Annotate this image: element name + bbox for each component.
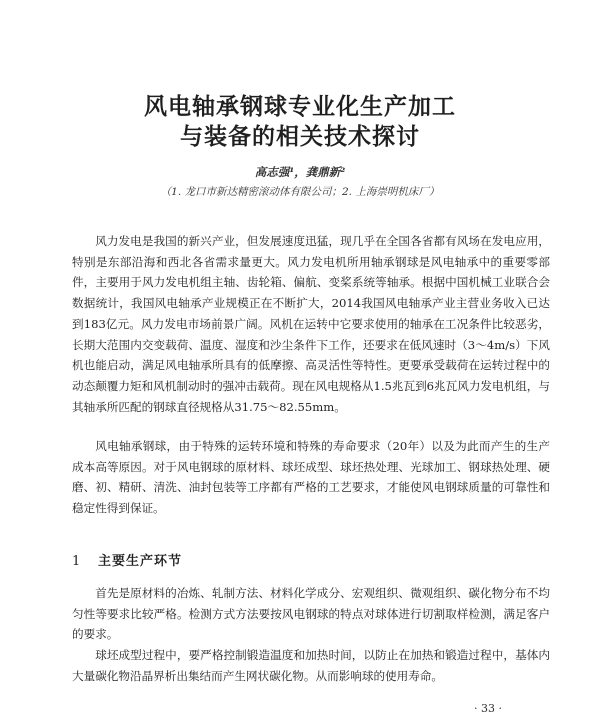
title-line-2: 与装备的相关技术探讨 — [180, 124, 420, 150]
paragraph-4: 球坯成型过程中，要严格控制锻造温度和加热时间，以防止在加热和锻造过程中，基体内大量碳化物沿晶界析出集结而产生网状碳化物。从而影响球的使用寿命。 — [72, 648, 550, 683]
section-body — [72, 583, 550, 687]
paragraph-2: 风电轴承钢球，由于特殊的运转环境和特殊的寿命要求（20年）以及为此而产生的生产成本高等原因。对于风电钢球的原材料、球坯成型、球坯热处理、光球加工、钢球热处理、硬磨、初、精研、清洗、油封包装等工序都有严格的工艺要求，才能使风电钢球质量的可靠性和稳定性得到保证。 — [72, 439, 550, 516]
page-number: · 33 · — [474, 702, 502, 715]
paragraph-3: 首先是原材料的冶炼、轧制方法、材料化学成分、宏观组织、微观组织、碳化物分布不均匀性等要求比较严格。检测方式方法要按风电钢球的特点对球体进行切割取样检测，满足客户的要求。 — [72, 586, 550, 642]
intro-block — [72, 231, 550, 417]
section-heading — [72, 550, 550, 569]
second-block — [72, 436, 550, 519]
authors: 高志强¹，龚鼎新² — [254, 165, 346, 179]
section-number: 1 — [72, 554, 81, 569]
title-line-1: 风电轴承钢球专业化生产加工 — [144, 94, 456, 120]
affiliation: （1. 龙口市新达精密滚动体有限公司；2. 上海崇明机床厂） — [160, 186, 440, 198]
paragraph-1: 风力发电是我国的新兴产业，但发展速度迅猛，现几乎在全国各省都有风场在发电应用，特别是东部沿海和西北各省需求量更大。风力发电机所用轴承钢球是风电轴承中的重要零部件，主要用于风力发电机组主轴、齿轮箱、偏航、变桨系统等轴承。根据中国机械工业联合会数据统计，我国风电轴承产业规模正在不断扩大，2014我国风电轴承产业主营业务收入已达到183亿元。风力发电市场前景广阔。风机在运转中它要求使用的轴承在工况条件比较恶劣，长期大范围内交变载荷、温度、湿度和沙尘条件下工作，还要求在低风速时（3～4m/s）下风机也能启动，满足风电轴承所具有的低摩擦、高灵活性等特性。更要承受载荷在运转过程中的动态颠覆力矩和风机制动时的强冲击载荷。现在风电规格从1.5兆瓦到6兆瓦风力发电机组，与其轴承所匹配的钢球直径规格从31.75～82.55mm。 — [72, 234, 550, 414]
section-title: 主要生产环节 — [98, 554, 183, 569]
